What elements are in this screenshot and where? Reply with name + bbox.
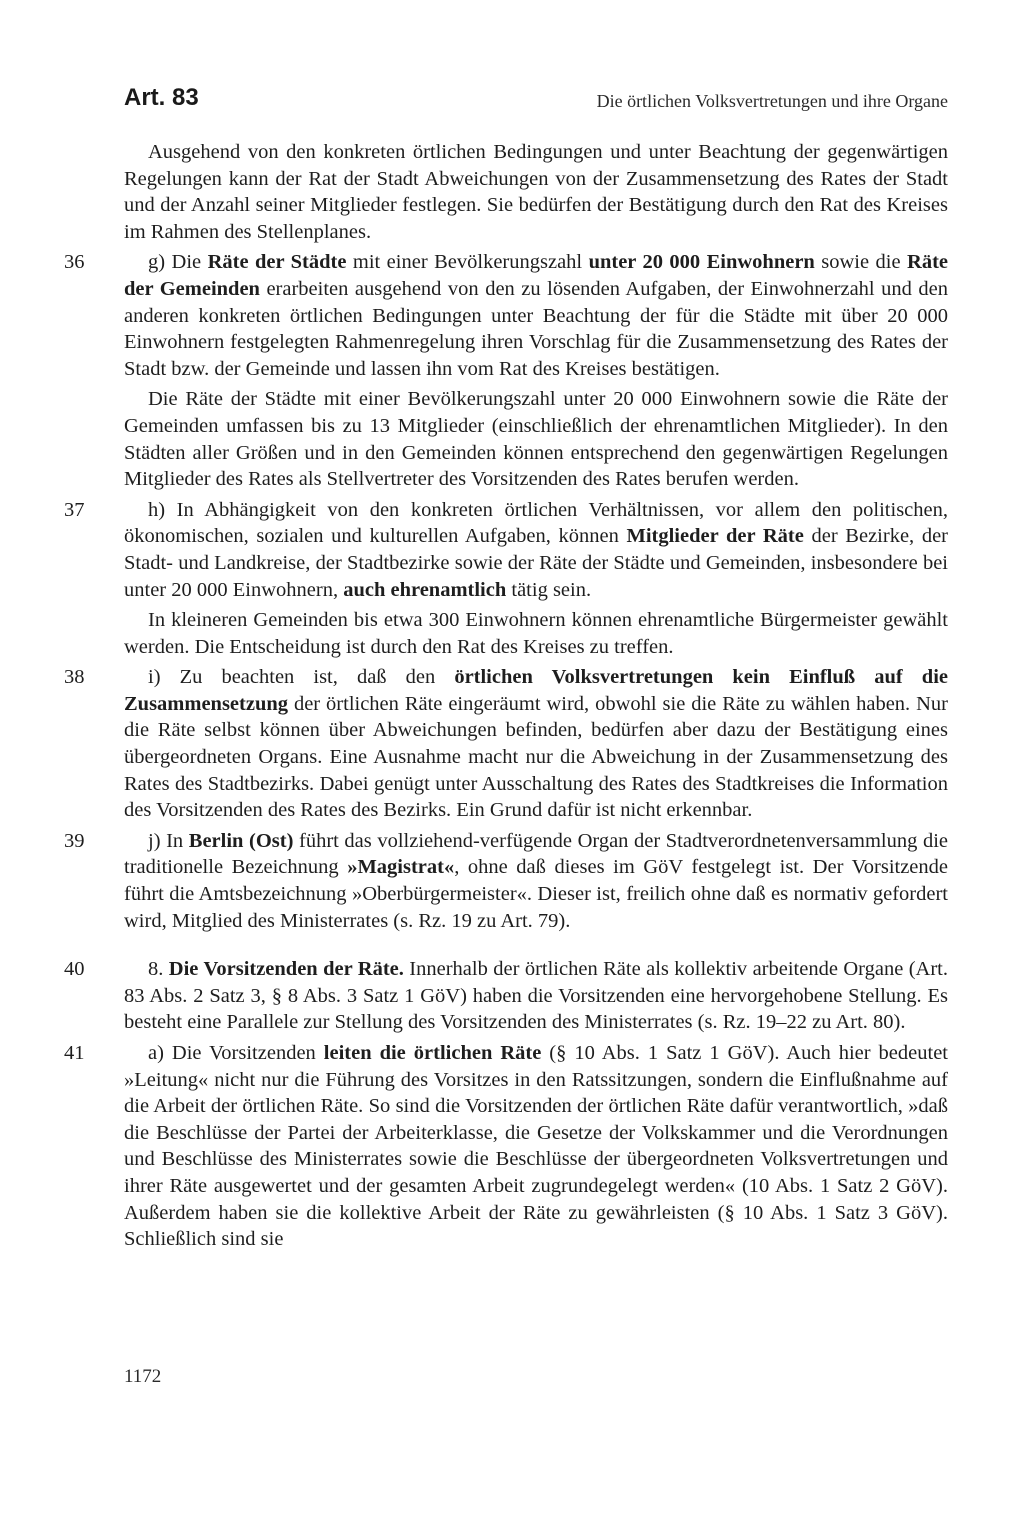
text-segment: j) In [148,829,189,852]
paragraph [64,249,949,382]
margin-number: 41 [64,1042,85,1064]
text-segment: h) In Abhängigkeit von den konkreten örtlichen Verhältnissen, vor allem den politischen, ökonomischen, sozialen und kulturellen Aufgaben, können [124,498,948,548]
emphasis-text: »Magistrat« [347,856,455,879]
text-segment: mit einer Bevölkerungszahl [346,251,589,274]
emphasis-text: örtlichen Volksvertretungen kein Einfluß auf die Zusammensetzung [124,666,948,715]
body-text [64,139,949,1257]
paragraph [124,607,948,660]
text-segment: Die Räte der Städte mit einer Bevölkerungszahl unter 20 000 Einwohnern sowie die Räte der Gemeinden umfassen bis zu 13 Mitglieder (einschließlich der ehrenamtlichen Mitglieder). In den Städten aller Größen und in den Gemeinden können entsprechend den gegenwärtigen Regelungen Mitglieder des Rates als Stellvertreter des Vorsitzenden des Rates berufen werden. [124,388,948,491]
text-segment: erarbeiten ausgehend von den zu lösenden Aufgaben, der Einwohnerzahl und den anderen konkreten örtlichen Bedingungen unter Beachtung der für die Städte mit über 20 000 Einwohnern festgelegten Rahmenregelung ihren Vorschlag für die Zusammensetzung des Rates der Stadt bzw. der Gemeinde und lassen ihn vom Rat des Kreises bestätigen. [124,277,948,380]
text-segment: i) Zu beachten ist, daß den [148,666,455,689]
emphasis-text: Die Vorsitzenden der Räte. [168,958,404,981]
text-segment: führt das vollziehend-verfügende Organ der Stadtverordnetenversammlung die traditionelle Bezeichnung [124,829,948,879]
running-title: Die örtlichen Volksvertretungen und ihre Organe [596,91,948,111]
margin-number: 37 [64,498,85,521]
text-segment: tätig sein. [506,578,592,601]
paragraph [124,139,948,245]
text-segment: der örtlichen Räte eingeräumt wird, obwohl sie die Räte zu wählen haben. Nur die Räte selbst können über Abweichungen befinden, bedürfen aber dazu der Bestätigung eines übergeordneten Organs. Eine Ausnahme macht nur die Abweichung in der Zusammensetzung des Rates des Stadtbezirks. Dabei genügt unter Ausschaltung des Rates des Stadtkreises die Information des Vorsitzenden des Rates des Bezirks. Ein Grund dafür ist nicht erkennbar. [124,692,948,822]
emphasis-text: Räte der Städte [207,251,347,274]
emphasis-text: unter 20 000 Einwohnern [588,251,815,274]
emphasis-text: leiten die örtlichen Räte [323,1042,542,1064]
text-segment: Innerhalb der örtlichen Räte als kollektiv arbeitende Organe (Art. 83 Abs. 2 Satz 3, § 8 Abs. 3 Satz 1 GöV) haben die Vorsitzenden eine hervorgehobene Stellung. Es besteht eine Parallele zur Stellung des Vorsitzenden des Ministerrates (s. Rz. 19–22 zu Art. 80). [124,958,948,1034]
emphasis-text: auch ehrenamtlich [343,578,507,601]
emphasis-text: Räte der Gemeinden [124,251,949,300]
text-segment: a) Die Vorsitzenden [148,1042,324,1064]
paragraph [64,664,948,824]
text-segment: In kleineren Gemeinden bis etwa 300 Einwohnern können ehrenamtliche Bürgermeister gewählt werden. Die Entscheidung ist durch den Rat des Kreises zu treffen. [124,609,948,658]
margin-number: 40 [64,958,85,981]
text-segment: Ausgehend von den konkreten örtlichen Bedingungen und unter Beachtung der gegenwärtigen Regelungen kann der Rat der Stadt Abweichungen von der Zusammensetzung des Rates der Stadt und der Anzahl seiner Mitglieder festlegen. Sie bedürfen der Bestätigung durch den Rat des Kreises im Rahmen des Stellenplanes. [124,141,948,243]
emphasis-text: Berlin (Ost) [188,829,294,852]
paragraph [64,828,949,934]
text-segment: (§ 10 Abs. 1 Satz 1 GöV). Auch hier bedeutet »Leitung« nicht nur die Führung des Vorsitzes in den Ratssitzungen, sondern die Einflußnahme auf die Arbeit der örtlichen Räte. So sind die Vorsitzenden der örtlichen Räte dafür verantwortlich, »daß die Beschlüsse der Partei der Arbeiterklasse, die Gesetze der Volkskammer und die Verordnungen und Beschlüsse des Ministerrates sowie die Beschlüsse der übergeordneten Volksvertretungen und ihrer Räte ausgewertet und der gesamten Arbeit zugrundegelegt werden« (10 Abs. 1 Satz 2 GöV). Außerdem haben sie die kollektive Arbeit der Räte zu gewährleisten (§ 10 Abs. 1 Satz 3 GöV). Schließlich sind sie [124,1042,948,1251]
paragraph [64,1040,948,1253]
text-segment: sowie die [814,251,908,274]
paragraph [124,386,948,492]
text-segment: , ohne daß dieses im GöV festgelegt ist. Der Vorsitzende führt die Amtsbezeichnung »Oberbürgermeister«. Dieser ist, freilich ohne daß es normativ gefordert wird, Mitglied des Ministerrates (s. Rz. 19 zu Art. 79). [124,856,949,932]
margin-number: 38 [64,666,85,689]
text-segment: der Bezirke, der Stadt- und Landkreise, der Stadtbezirke sowie der Räte der Städte und Gemeinden, insbesondere bei unter 20 000 Einwohnern, [124,525,948,601]
margin-number: 36 [64,251,85,274]
paragraph [64,497,948,603]
emphasis-text: Mitglieder der Räte [626,525,804,548]
margin-number: 39 [64,829,85,852]
page-number: 1172 [124,1366,162,1387]
text-segment: 8. [148,958,169,981]
text-segment: g) Die [148,251,208,274]
article-heading: Art. 83 [124,84,199,111]
paragraph [64,956,948,1036]
